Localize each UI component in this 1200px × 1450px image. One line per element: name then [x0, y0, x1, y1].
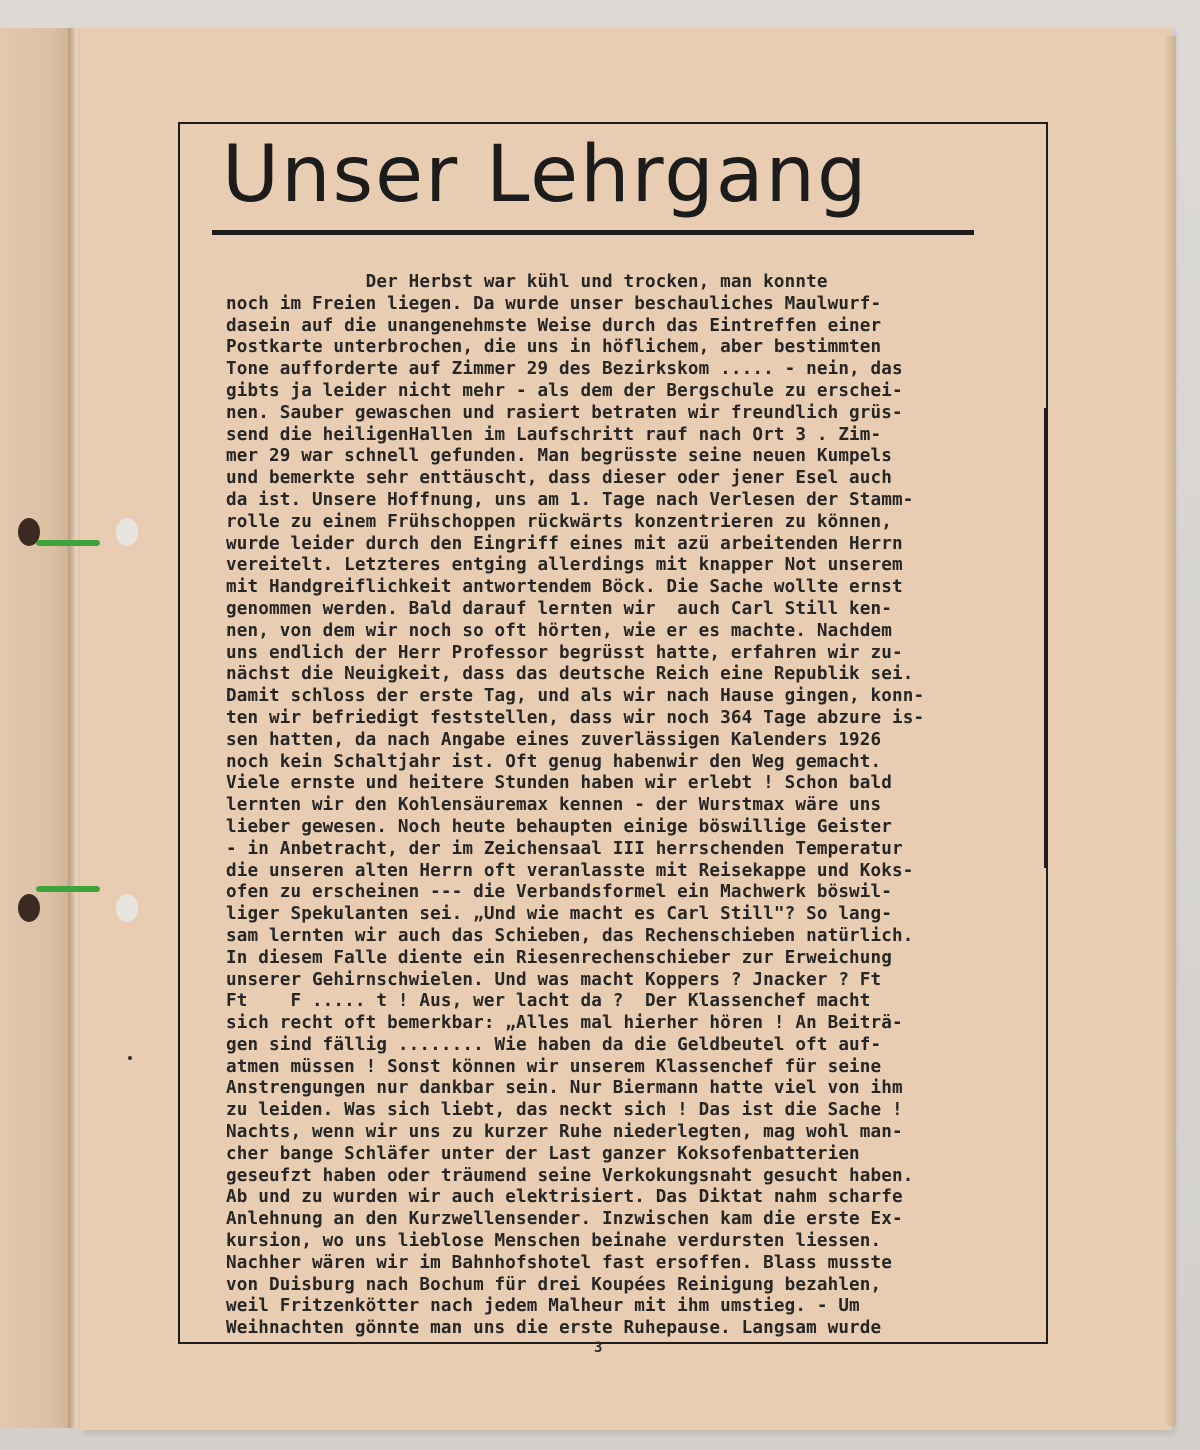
frame-double-line — [1044, 408, 1046, 868]
binder-hole-icon — [18, 894, 40, 922]
green-thread-icon — [36, 886, 100, 892]
text-line: genommen werden. Bald darauf lernten wir auch Carl Still ken- — [226, 598, 893, 619]
title-underline — [212, 230, 974, 235]
text-line: Weihnachten gönnte man uns die erste Ruhepause. Langsam wurde — [226, 1318, 882, 1339]
green-thread-icon — [36, 540, 100, 546]
left-page — [0, 28, 72, 1428]
text-line: sich recht oft bemerkbar: „Alles mal hierher hören ! An Beiträ- — [226, 1013, 903, 1034]
text-line: Postkarte unterbrochen, die uns in höflichem, aber bestimmten — [226, 337, 882, 358]
text-line: - in Anbetracht, der im Zeichensaal III herrschenden Temperatur — [226, 838, 903, 859]
text-line: send die heiligenHallen im Laufschritt rauf nach Ort 3 . Zim- — [226, 424, 882, 445]
text-line: noch kein Schaltjahr ist. Oft genug habenwir den Weg gemacht. — [226, 751, 882, 772]
text-line: gibts ja leider nicht mehr - als dem der Bergschule zu erschei- — [226, 380, 903, 401]
text-line: Viele ernste und heitere Stunden haben wir erlebt ! Schon bald — [226, 773, 893, 794]
text-line: Ft F ..... t ! Aus, wer lacht da ? Der Klassenchef macht — [226, 991, 871, 1012]
text-line: Nachher wären wir im Bahnhofshotel fast ersoffen. Blass musste — [226, 1252, 893, 1273]
text-line: Tone aufforderte auf Zimmer 29 des Bezirkskom ..... - nein, das — [226, 359, 903, 380]
text-line: atmen müssen ! Sonst können wir unserem Klassenchef für seine — [226, 1056, 882, 1077]
text-line: Der Herbst war kühl und trocken, man konnte — [226, 272, 828, 292]
text-line: mer 29 war schnell gefunden. Man begrüsste seine neuen Kumpels — [226, 446, 893, 467]
text-line: unserer Gehirnschwielen. Und was macht Koppers ? Jnacker ? Ft — [226, 969, 882, 990]
text-line: liger Spekulanten sei. „Und wie macht es Carl Still"? So lang- — [226, 904, 893, 925]
text-line: geseufzt haben oder träumend seine Verkokungsnaht gesucht haben. — [226, 1165, 914, 1186]
text-line: sam lernten wir auch das Schieben, das Rechenschieben natürlich. — [226, 925, 914, 946]
text-line: ten wir befriedigt feststellen, dass wir noch 364 Tage abzure is- — [226, 707, 925, 728]
binder-hole-icon — [116, 894, 138, 922]
text-line: ofen zu erscheinen --- die Verbandsformel ein Machwerk böswil- — [226, 882, 893, 903]
text-line: Anstrengungen nur dankbar sein. Nur Biermann hatte viel von ihm — [226, 1078, 903, 1099]
text-line: rolle zu einem Frühschoppen rückwärts konzentrieren zu können, — [226, 511, 893, 532]
typewritten-body — [226, 272, 1016, 1340]
text-line: zu leiden. Was sich liebt, das neckt sich ! Das ist die Sache ! — [226, 1100, 903, 1121]
text-line: von Duisburg nach Bochum für drei Koupées Reinigung bezahlen, — [226, 1274, 882, 1295]
text-line: lieber gewesen. Noch heute behaupten einige böswillige Geister — [226, 816, 893, 837]
text-line: Nachts, wenn wir uns zu kurzer Ruhe niederlegten, mag wohl man- — [226, 1122, 903, 1143]
text-line: die unseren alten Herrn oft veranlasste mit Reisekappe und Koks- — [226, 860, 914, 881]
text-line: noch im Freien liegen. Da wurde unser beschauliches Maulwurf- — [226, 293, 882, 314]
paper-speck — [128, 1056, 132, 1060]
text-line: wurde leider durch den Eingriff eines mit azü arbeitenden Herrn — [226, 533, 903, 554]
text-line: kursion, wo uns lieblose Menschen beinahe verdursten liessen. — [226, 1231, 882, 1252]
text-line: nen, von dem wir noch so oft hörten, wie er es machte. Nachdem — [226, 620, 893, 641]
text-line: lernten wir den Kohlensäuremax kennen - der Wurstmax wäre uns — [226, 795, 882, 816]
text-line: vereitelt. Letzteres entging allerdings mit knapper Not unserem — [226, 555, 903, 576]
page-edge — [1166, 36, 1176, 1426]
text-line: da ist. Unsere Hoffnung, uns am 1. Tage nach Verlesen der Stamm- — [226, 489, 914, 510]
text-line: Anlehnung an den Kurzwellensender. Inzwischen kam die erste Ex- — [226, 1209, 903, 1230]
text-line: weil Fritzenkötter nach jedem Malheur mit ihm umstieg. - Um — [226, 1296, 860, 1317]
text-line: nen. Sauber gewaschen und rasiert betraten wir freundlich grüs- — [226, 402, 903, 423]
page-number: 3 — [594, 1340, 603, 1356]
page-title: Unser Lehrgang — [222, 130, 869, 220]
text-line: und bemerkte sehr enttäuscht, dass dieser oder jener Esel auch — [226, 468, 893, 489]
text-line: gen sind fällig ........ Wie haben da die Geldbeutel oft auf- — [226, 1034, 882, 1055]
text-line: uns endlich der Herr Professor begrüsst hatte, erfahren wir zu- — [226, 642, 903, 663]
text-line: dasein auf die unangenehmste Weise durch das Eintreffen einer — [226, 315, 882, 336]
text-line: sen hatten, da nach Angabe eines zuverlässigen Kalenders 1926 — [226, 729, 882, 750]
text-line: In diesem Falle diente ein Riesenrechenschieber zur Erweichung — [226, 947, 893, 968]
text-line: mit Handgreiflichkeit antwortendem Böck. Die Sache wollte ernst — [226, 577, 903, 598]
text-line: Ab und zu wurden wir auch elektrisiert. Das Diktat nahm scharfe — [226, 1187, 903, 1208]
text-line: Damit schloss der erste Tag, und als wir nach Hause gingen, konn- — [226, 686, 925, 707]
binder-hole-icon — [116, 518, 138, 546]
text-line: nächst die Neuigkeit, dass das deutsche Reich eine Republik sei. — [226, 664, 914, 685]
text-line: cher bange Schläfer unter der Last ganzer Koksofenbatterien — [226, 1143, 860, 1164]
